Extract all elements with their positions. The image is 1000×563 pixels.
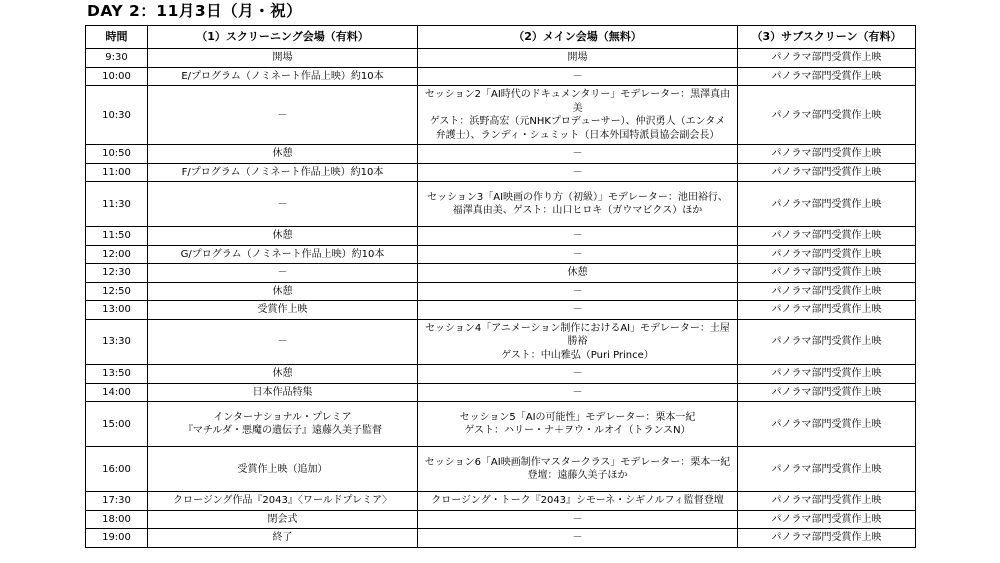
cell-main-venue: 休憩 bbox=[418, 264, 738, 283]
cell-time: 19:00 bbox=[86, 529, 148, 548]
cell-screening-venue: － bbox=[148, 182, 418, 227]
column-header-sub-screen: （3）サブスクリーン（有料） bbox=[738, 25, 916, 49]
cell-sub-screen: パノラマ部門受賞作上映 bbox=[738, 301, 916, 320]
schedule-table bbox=[85, 25, 916, 548]
cell-screening-venue: 開場 bbox=[148, 49, 418, 68]
table-row bbox=[86, 529, 916, 548]
cell-main-venue: セッション3「AI映画の作り方（初級）」モデレーター：池田裕行、 福澤真由美、ゲスト：山口ヒロキ（ガウマビクス）ほか bbox=[418, 182, 738, 227]
cell-sub-screen: パノラマ部門受賞作上映 bbox=[738, 365, 916, 384]
table-row bbox=[86, 510, 916, 529]
cell-sub-screen: パノラマ部門受賞作上映 bbox=[738, 86, 916, 145]
cell-screening-venue: F/プログラム（ノミネート作品上映）約10本 bbox=[148, 163, 418, 182]
table-row bbox=[86, 319, 916, 365]
table-row bbox=[86, 365, 916, 384]
cell-main-venue: － bbox=[418, 529, 738, 548]
table-row bbox=[86, 402, 916, 447]
cell-sub-screen: パノラマ部門受賞作上映 bbox=[738, 510, 916, 529]
cell-main-venue: クロージング・トーク『2043』シモーネ・シギノルフィ監督登壇 bbox=[418, 492, 738, 511]
cell-screening-venue: 受賞作上映 bbox=[148, 301, 418, 320]
cell-time: 18:00 bbox=[86, 510, 148, 529]
cell-sub-screen: パノラマ部門受賞作上映 bbox=[738, 447, 916, 492]
cell-time: 9:30 bbox=[86, 49, 148, 68]
cell-time: 16:00 bbox=[86, 447, 148, 492]
cell-screening-venue: － bbox=[148, 319, 418, 365]
cell-time: 11:30 bbox=[86, 182, 148, 227]
cell-time: 11:50 bbox=[86, 227, 148, 246]
table-row bbox=[86, 447, 916, 492]
cell-time: 17:30 bbox=[86, 492, 148, 511]
cell-time: 12:30 bbox=[86, 264, 148, 283]
cell-screening-venue: － bbox=[148, 264, 418, 283]
cell-screening-venue: G/プログラム（ノミネート作品上映）約10本 bbox=[148, 245, 418, 264]
cell-sub-screen: パノラマ部門受賞作上映 bbox=[738, 182, 916, 227]
cell-sub-screen: パノラマ部門受賞作上映 bbox=[738, 163, 916, 182]
cell-sub-screen: パノラマ部門受賞作上映 bbox=[738, 529, 916, 548]
cell-main-venue: － bbox=[418, 227, 738, 246]
table-row bbox=[86, 86, 916, 145]
table-row bbox=[86, 264, 916, 283]
cell-main-venue: － bbox=[418, 510, 738, 529]
cell-sub-screen: パノラマ部門受賞作上映 bbox=[738, 227, 916, 246]
cell-time: 15:00 bbox=[86, 402, 148, 447]
cell-sub-screen: パノラマ部門受賞作上映 bbox=[738, 492, 916, 511]
cell-main-venue: － bbox=[418, 67, 738, 86]
schedule-table-body bbox=[86, 49, 916, 548]
column-header-time: 時間 bbox=[86, 25, 148, 49]
cell-main-venue: － bbox=[418, 365, 738, 384]
cell-main-venue: － bbox=[418, 282, 738, 301]
cell-sub-screen: パノラマ部門受賞作上映 bbox=[738, 282, 916, 301]
table-row bbox=[86, 301, 916, 320]
table-row bbox=[86, 145, 916, 164]
cell-time: 10:50 bbox=[86, 145, 148, 164]
cell-time: 12:50 bbox=[86, 282, 148, 301]
cell-main-venue: セッション6「AI映画制作マスタークラス」モデレーター：栗本一紀 登壇：遠藤久美子ほか bbox=[418, 447, 738, 492]
cell-time: 12:00 bbox=[86, 245, 148, 264]
cell-time: 13:50 bbox=[86, 365, 148, 384]
cell-screening-venue: 日本作品特集 bbox=[148, 383, 418, 402]
cell-screening-venue: E/プログラム（ノミネート作品上映）約10本 bbox=[148, 67, 418, 86]
cell-screening-venue: 受賞作上映（追加） bbox=[148, 447, 418, 492]
cell-sub-screen: パノラマ部門受賞作上映 bbox=[738, 319, 916, 365]
cell-screening-venue: 休憩 bbox=[148, 145, 418, 164]
cell-screening-venue: インターナショナル・プレミア 『マチルダ・悪魔の遺伝子』遠藤久美子監督 bbox=[148, 402, 418, 447]
cell-time: 13:00 bbox=[86, 301, 148, 320]
cell-screening-venue: 休憩 bbox=[148, 365, 418, 384]
cell-sub-screen: パノラマ部門受賞作上映 bbox=[738, 383, 916, 402]
page-title: DAY 2：11月3日（月・祝） bbox=[87, 2, 303, 20]
cell-screening-venue: 閉会式 bbox=[148, 510, 418, 529]
table-row bbox=[86, 383, 916, 402]
table-row bbox=[86, 282, 916, 301]
cell-main-venue: セッション2「AI時代のドキュメンタリー」モデレーター：黒澤真由美 ゲスト：浜野高宏（元NHKプロデューサー）、仲沢勇人（エンタメ 弁護士）、ランディ・シュミット（日本外国特派員協会副会長） bbox=[418, 86, 738, 145]
cell-main-venue: 開場 bbox=[418, 49, 738, 68]
cell-main-venue: － bbox=[418, 145, 738, 164]
column-header-main-venue: （2）メイン会場（無料） bbox=[418, 25, 738, 49]
cell-sub-screen: パノラマ部門受賞作上映 bbox=[738, 49, 916, 68]
cell-screening-venue: － bbox=[148, 86, 418, 145]
cell-sub-screen: パノラマ部門受賞作上映 bbox=[738, 67, 916, 86]
cell-sub-screen: パノラマ部門受賞作上映 bbox=[738, 245, 916, 264]
cell-screening-venue: 休憩 bbox=[148, 282, 418, 301]
cell-time: 10:00 bbox=[86, 67, 148, 86]
table-row bbox=[86, 227, 916, 246]
cell-time: 14:00 bbox=[86, 383, 148, 402]
table-row bbox=[86, 492, 916, 511]
column-header-screening-venue: （1）スクリーニング会場（有料） bbox=[148, 25, 418, 49]
table-row bbox=[86, 163, 916, 182]
table-row bbox=[86, 182, 916, 227]
cell-time: 11:00 bbox=[86, 163, 148, 182]
cell-main-venue: － bbox=[418, 163, 738, 182]
cell-sub-screen: パノラマ部門受賞作上映 bbox=[738, 264, 916, 283]
cell-time: 13:30 bbox=[86, 319, 148, 365]
table-row bbox=[86, 67, 916, 86]
cell-main-venue: － bbox=[418, 301, 738, 320]
table-row bbox=[86, 245, 916, 264]
cell-screening-venue: 終了 bbox=[148, 529, 418, 548]
table-header-row bbox=[86, 25, 916, 49]
cell-sub-screen: パノラマ部門受賞作上映 bbox=[738, 145, 916, 164]
cell-main-venue: セッション5「AIの可能性」モデレーター：栗本一紀 ゲスト：ハリー・ナ＋ヲウ・ルオイ（トランスN） bbox=[418, 402, 738, 447]
cell-screening-venue: 休憩 bbox=[148, 227, 418, 246]
cell-main-venue: セッション4「アニメーション制作におけるAI」モデレーター：土屋勝裕 ゲスト：中山雅弘（Puri Prince） bbox=[418, 319, 738, 365]
cell-time: 10:30 bbox=[86, 86, 148, 145]
cell-main-venue: － bbox=[418, 383, 738, 402]
table-row bbox=[86, 49, 916, 68]
cell-main-venue: － bbox=[418, 245, 738, 264]
cell-screening-venue: クロージング作品『2043』〈ワールドプレミア〉 bbox=[148, 492, 418, 511]
cell-sub-screen: パノラマ部門受賞作上映 bbox=[738, 402, 916, 447]
